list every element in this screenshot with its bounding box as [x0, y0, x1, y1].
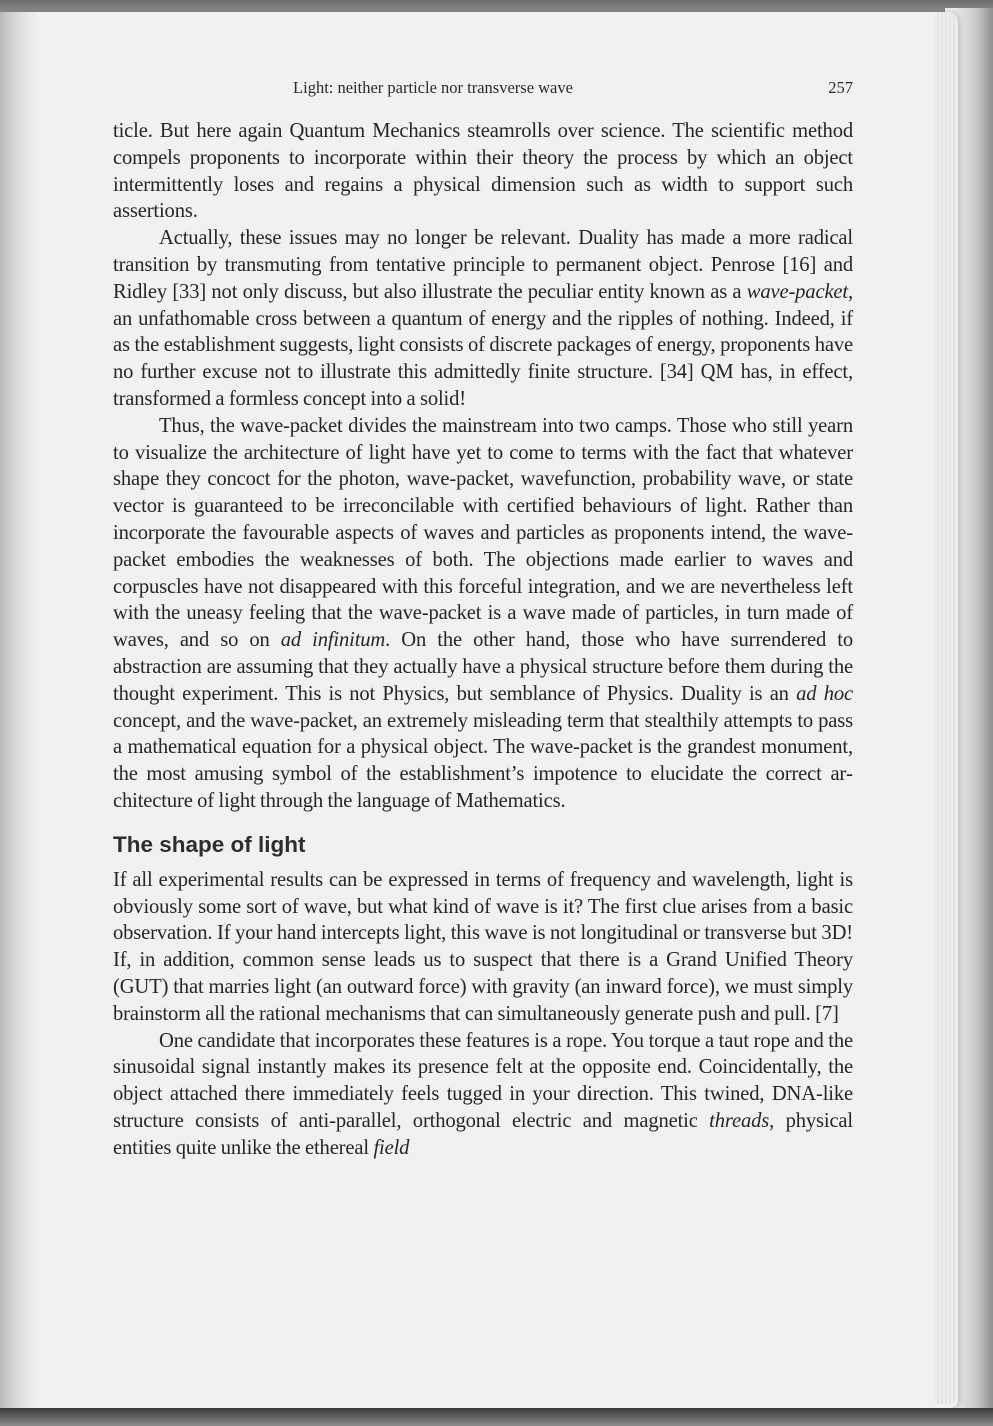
italic-term: ad infinitum: [280, 629, 386, 652]
italic-term: ad hoc: [796, 682, 853, 705]
gutter-shadow: [0, 12, 40, 1408]
scan-top-border: [0, 0, 993, 12]
running-head: [113, 78, 853, 100]
page-number: 257: [828, 78, 853, 97]
running-head-title: Light: neither particle nor transverse wave: [293, 78, 573, 97]
paragraph-text: , an unfathomable cross between a quantum of energy and the ripples of nothing. Indeed, if as the establishment suggests, light consists of discrete packages of energy, proponents have no further excuse not to illustrate this admittedly finite structure. [34] QM has, in effect, transformed a formless concept into a solid!: [113, 280, 853, 410]
paragraph-text: ticle. But here again Quantum Mechanics steamrolls over science. The scientific method compels proponents to incorporate within their theory the process by which an object intermittently loses and regains a physical dimension such as width to support such assertions.: [113, 120, 853, 223]
page-stack-edge: [935, 12, 957, 1404]
paragraph-1: [113, 118, 853, 225]
section-heading: The shape of light: [113, 831, 306, 857]
paragraph-5: [113, 1028, 853, 1162]
paragraph-3: [113, 413, 853, 815]
scan-bottom-border: [0, 1408, 993, 1426]
paragraph-text: , physical entities quite unlike the ethereal: [113, 1109, 853, 1159]
paragraph-text: . On the other hand, those who have surrendered to abstraction are assuming that they actually have a physical structure before them during the thought experiment. This is not Physics, but semblance of Physics. Duality is an: [113, 629, 853, 705]
italic-term: field: [373, 1136, 410, 1159]
paragraph-text: If all experimental results can be expressed in terms of frequency and wavelength, light is obviously some sort of wave, but what kind of wave is it? The first clue arises from a basic observation. If your hand intercepts light, this wave is not longitudinal or transverse but 3D! If, in addition, common sense leads us to suspect that there is a Grand Unified Theory (GUT) that marries light (an outward force) with gravity (an inward force), we must simply brainstorm all the rational mechanisms that can simultaneously generate push and pull. [7]: [113, 868, 853, 1025]
paragraph-text: concept, and the wave-packet, an extremely misleading term that stealthily attempts to pass a mathematical equation for a physical object. The wave-packet is the grandest monument, the most amusing symbol of the establishment’s impotence to elucidate the correct architecture of light through the language of Mathematics.: [113, 709, 853, 812]
body-text: [113, 118, 853, 1161]
paragraph-text: Thus, the wave-packet divides the mainstream into two camps. Those who still yearn to visualize the architecture of light have yet to come to terms with the fact that whatever shape they concoct for the photon, wave-packet, wavefunction, probability wave, or state vector is guaranteed to be irreconcilable with certified behaviours of light. Rather than incorporate the favourable aspects of waves and particles as proponents intend, the wave-packet embodies the weaknesses of both. The objections made earlier to waves and corpuscles have not disappeared with this forceful integration, and we are nevertheless left with the uneasy feeling that the wave-packet is a wave made of particles, in turn made of waves, and so on: [113, 414, 853, 652]
paragraph-text: One candidate that incorporates these features is a rope. You torque a taut rope and the sinusoidal signal instantly makes its presence felt at the opposite end. Coincidentally, the object attached there immediately feels tugged in your direction. This twined, DNA-like structure consists of anti-parallel, orthogonal electric and magnetic: [113, 1029, 853, 1132]
paragraph-4: [113, 867, 853, 1028]
italic-term: threads: [709, 1109, 770, 1132]
italic-term: wave-packet: [746, 280, 848, 303]
paragraph-2: [113, 225, 853, 413]
paragraph-text: Actually, these issues may no longer be relevant. Duality has made a more radical transition by transmuting from tentative principle to permanent object. Penrose [16] and Ridley [33] not only discuss, but also illustrate the peculiar entity known as a: [113, 227, 853, 303]
